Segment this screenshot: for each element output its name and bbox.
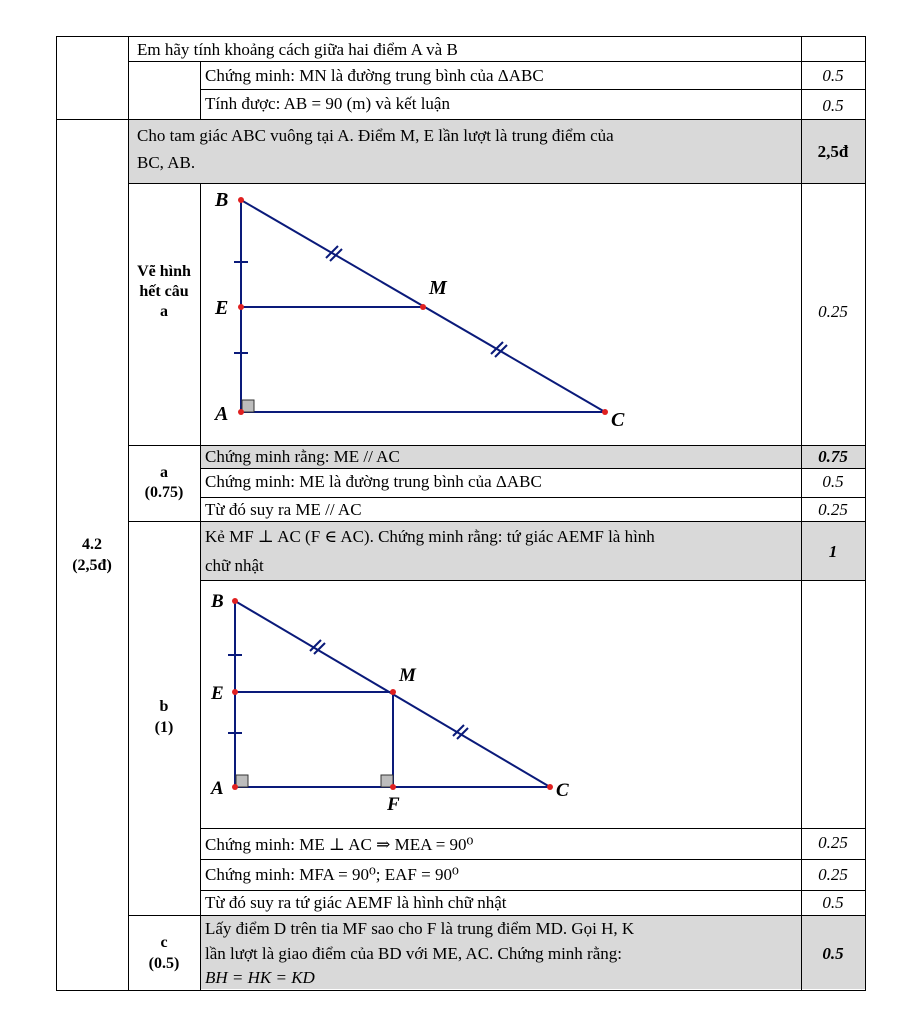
part-c-points: (0.5) <box>148 955 180 972</box>
part-b-head-l1: Kẻ MF ⊥ AC (F ∈ AC). Chứng minh rằng: tứ giác AEMF là hình <box>205 527 655 546</box>
figure1-label: Vẽ hình hết câu a <box>137 263 191 320</box>
fig2-label-M: M <box>399 665 416 686</box>
part-b-points: (1) <box>154 719 174 736</box>
part-b-step2-score: 0.25 <box>818 865 848 884</box>
triangle-figure-2 <box>201 581 800 827</box>
part-a-points: (0.75) <box>144 484 184 501</box>
fig1-label-M: M <box>429 277 447 299</box>
fig1-label-A: A <box>215 403 229 425</box>
part-b-step1: Chứng minh: ME ⊥ AC ⇒ MEA = 90⁰ <box>205 835 474 854</box>
row1-text: Em hãy tính khoảng cách giữa hai điểm A và B <box>137 40 458 59</box>
q42-text-l1: Cho tam giác ABC vuông tại A. Điểm M, E lần lượt là trung điểm của <box>137 126 614 145</box>
part-c-line3: BH = HK = KD <box>205 968 315 987</box>
row2-text: Chứng minh: MN là đường trung bình của ΔABC <box>205 66 544 85</box>
row2-score: 0.5 <box>822 66 844 85</box>
part-b-head-score: 1 <box>828 542 838 561</box>
fig2-label-E: E <box>211 683 224 704</box>
part-a-step1: Chứng minh: ME là đường trung bình của ΔABC <box>205 472 542 491</box>
fig2-label-A: A <box>211 778 224 799</box>
q42-text-l2: BC, AB. <box>137 153 196 172</box>
part-b-step3-score: 0.5 <box>822 893 844 912</box>
section-points: (2,5đ) <box>72 557 112 574</box>
part-b-head-l2: chữ nhật <box>205 556 264 575</box>
part-a-head-score: 0.75 <box>818 447 848 466</box>
q42-score: 2,5đ <box>817 142 849 161</box>
part-a-step2: Từ đó suy ra ME // AC <box>205 500 362 519</box>
fig1-label-B: B <box>215 189 229 211</box>
part-a-label: a <box>160 464 168 481</box>
part-c-label: c <box>160 934 168 951</box>
part-b-step3: Từ đó suy ra tứ giác AEMF là hình chữ nhật <box>205 893 507 912</box>
fig2-label-B: B <box>211 591 224 612</box>
fig1-label-C: C <box>611 409 625 431</box>
fig1-label-E: E <box>215 297 229 319</box>
part-c-line2: lần lượt là giao điểm của BD với ME, AC. Chứng minh rằng: <box>205 944 622 963</box>
section-id: 4.2 <box>82 536 102 553</box>
part-a-step1-score: 0.5 <box>822 472 844 491</box>
fig2-label-C: C <box>556 780 569 801</box>
triangle-figure-1 <box>201 184 800 445</box>
figure1-score: 0.25 <box>818 302 848 321</box>
part-c-score: 0.5 <box>822 944 844 963</box>
part-c-line1: Lấy điểm D trên tia MF sao cho F là trung điểm MD. Gọi H, K <box>205 919 635 938</box>
part-b-label: b <box>159 698 169 715</box>
part-a-head: Chứng minh rằng: ME // AC <box>205 447 400 466</box>
part-b-step2: Chứng minh: MFA = 90⁰; EAF = 90⁰ <box>205 865 459 884</box>
fig2-label-F: F <box>387 794 400 815</box>
row3-score: 0.5 <box>822 96 844 115</box>
part-b-step1-score: 0.25 <box>818 833 848 852</box>
row3-text: Tính được: AB = 90 (m) và kết luận <box>205 94 450 113</box>
part-a-step2-score: 0.25 <box>818 500 848 519</box>
